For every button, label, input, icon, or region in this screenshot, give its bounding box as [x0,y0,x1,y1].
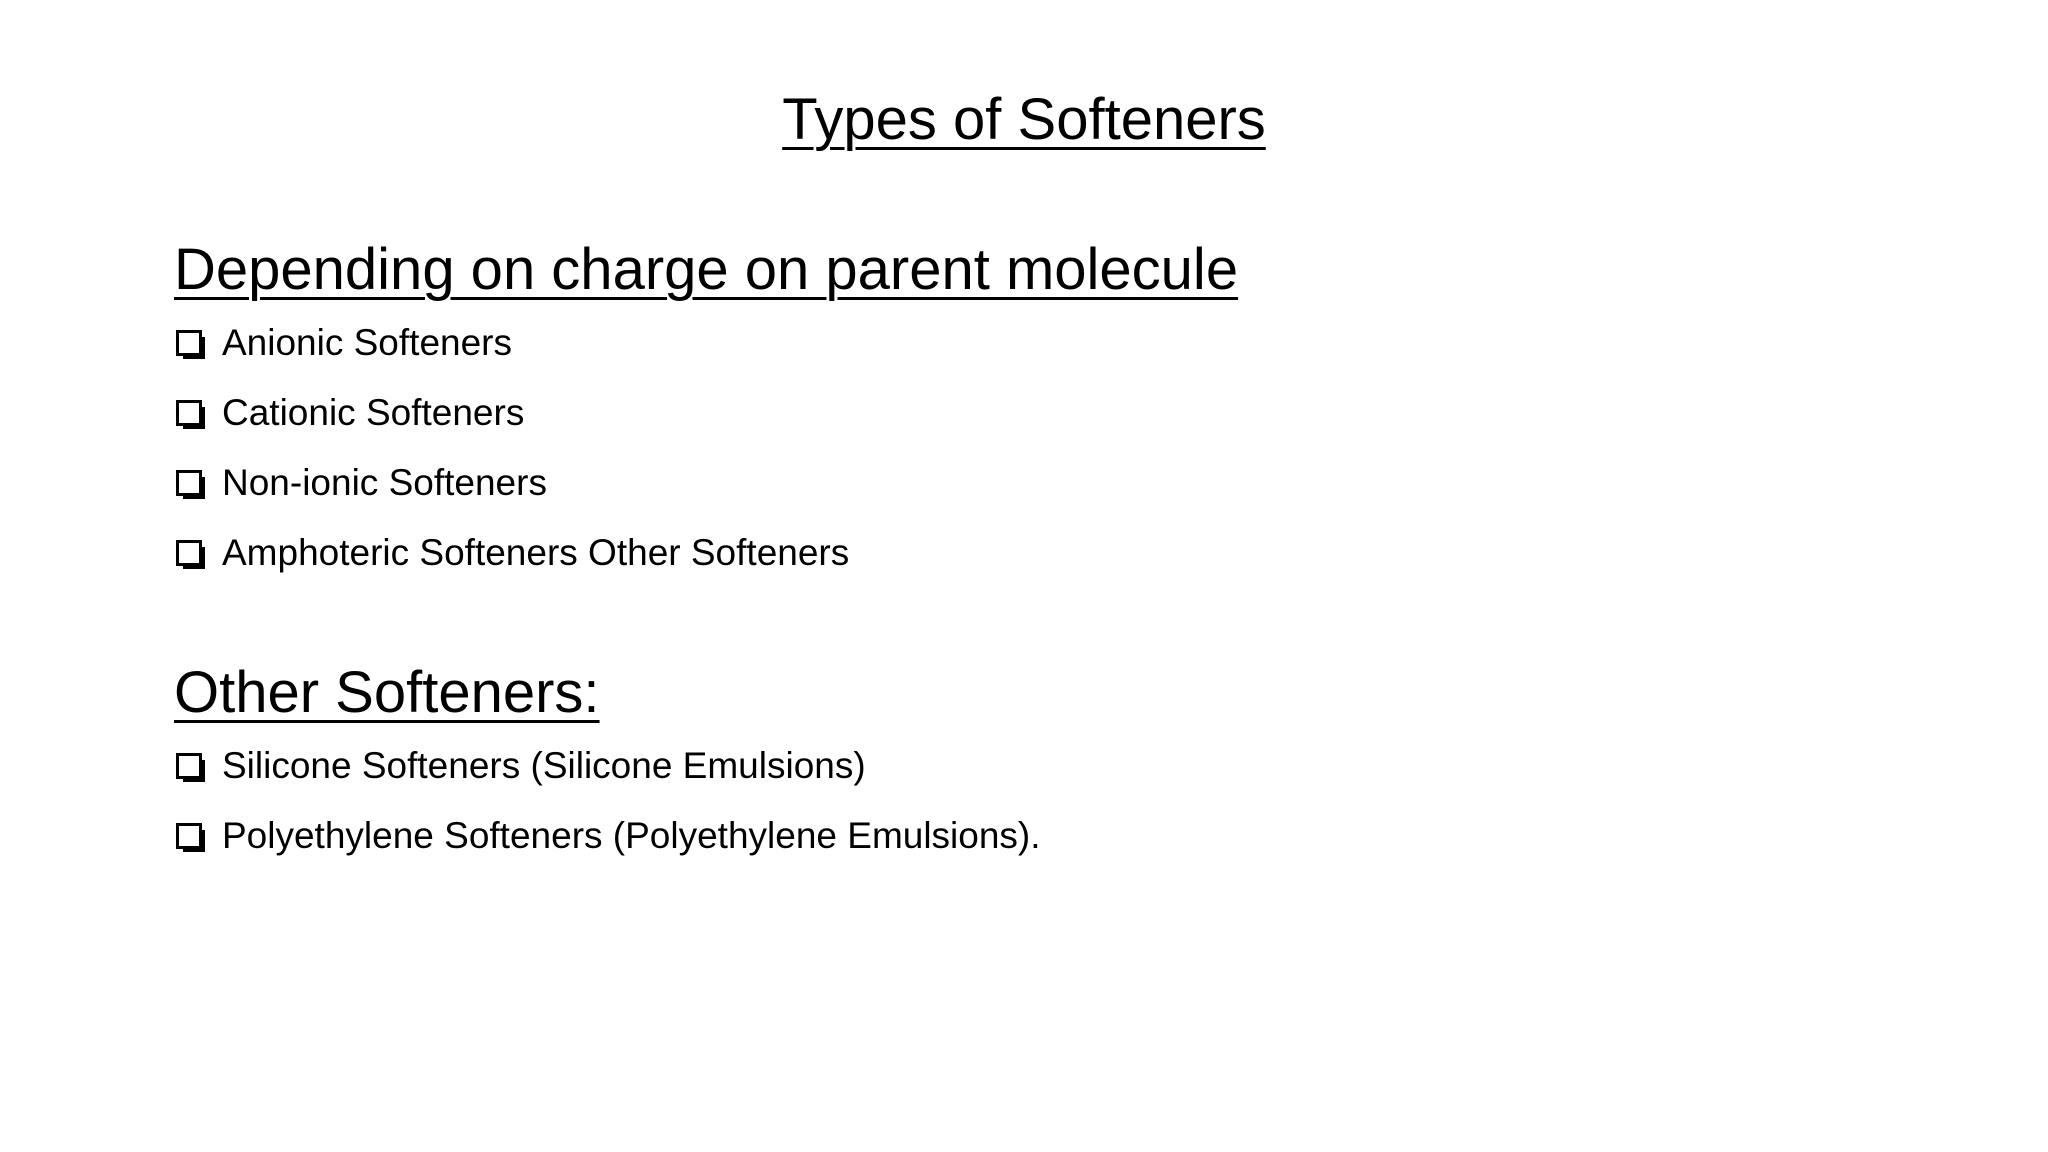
list-item [174,308,1874,378]
list-item [174,731,1874,801]
list-item-text: Amphoteric Softeners Other Softeners [222,532,850,573]
section-other-softeners [174,655,1874,871]
list-item-text: Polyethylene Softeners (Polyethylene Emulsions). [222,815,1041,856]
list-item [174,448,1874,518]
checkbox-outline-icon [176,330,202,356]
checkbox-outline-icon [176,470,202,496]
list-item [174,518,1874,588]
checkbox-outline-icon [176,540,202,566]
checkbox-outline-icon [176,823,202,849]
bullet-list [174,308,1874,588]
list-item [174,378,1874,448]
list-item-text: Non-ionic Softeners [222,462,547,503]
checkbox-outline-icon [176,753,202,779]
section-heading: Depending on charge on parent molecule [174,237,1239,302]
slide-title: Types of Softeners [782,87,1266,152]
bullet-list [174,731,1874,871]
section-charge-types [174,232,1874,588]
section-heading: Other Softeners: [174,660,600,725]
list-item-text: Cationic Softeners [222,392,525,433]
checkbox-outline-icon [176,400,202,426]
list-item-text: Anionic Softeners [222,322,513,363]
list-item [174,801,1874,871]
list-item-text: Silicone Softeners (Silicone Emulsions) [222,745,866,786]
